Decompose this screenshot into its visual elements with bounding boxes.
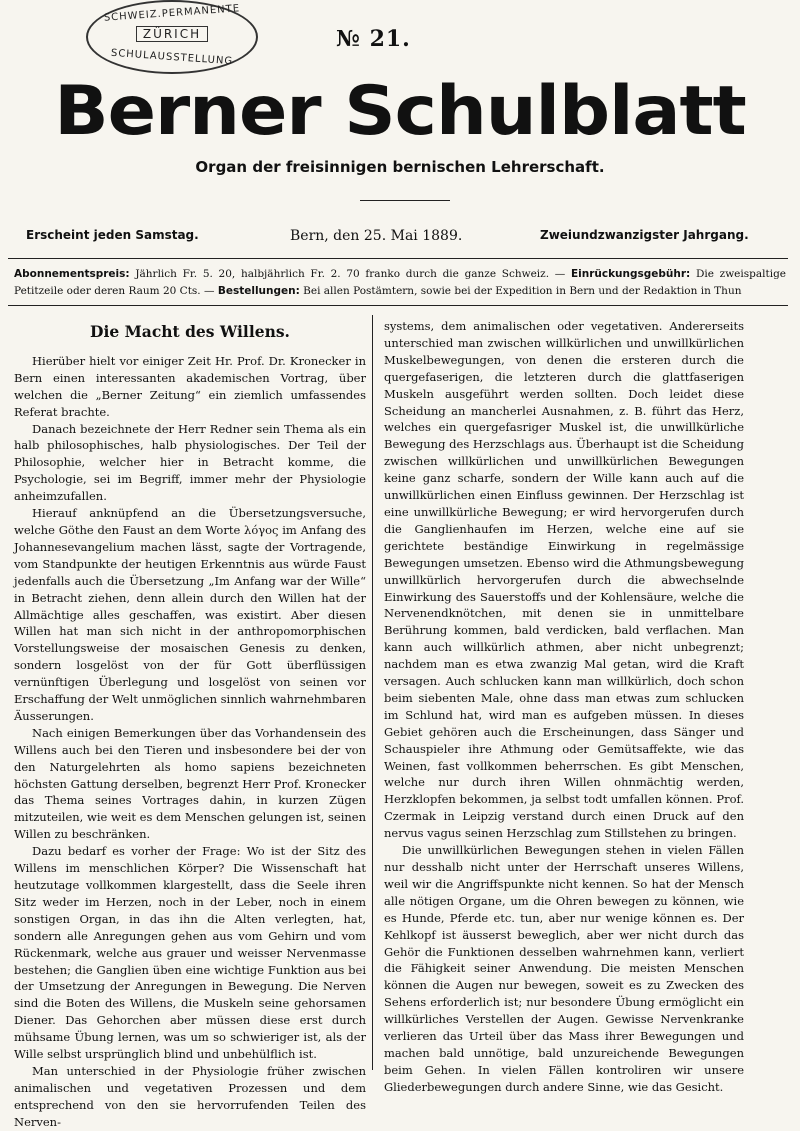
article-paragraph: Nach einigen Bemerkungen über das Vorhandensein des Willens auch bei den Tieren und insbesondere bei der von den Naturgelehrten als homo sapiens bezeichneten höchsten Gattung derselben, begrenzt Herr Prof. Kronecker das Thema seines Vortrages dahin, in kurzen Zügen mitzuteilen, wie weit es dem Menschen gelungen ist, seinen Willen zu beschränken. bbox=[14, 725, 366, 842]
stamp-bottom-text: SCHULAUSSTELLUNG bbox=[110, 47, 234, 68]
orders-text: Bei allen Postämtern, sowie bei der Expedition in Bern und der Redaktion in Thun bbox=[299, 285, 742, 297]
stamp-middle-text: ZÜRICH bbox=[136, 26, 208, 42]
insertion-fee-label: Einrückungsgebühr: bbox=[570, 268, 691, 280]
header-divider-top bbox=[8, 258, 788, 259]
article-paragraph: Hierüber hielt vor einiger Zeit Hr. Prof. Dr. Kronecker in Bern einen interessanten akademischen Vortrag, über welchen die „Berner Zeitung“ ein ziemlich umfassendes Referat brachte. bbox=[14, 353, 366, 419]
stamp-top-text: SCHWEIZ.PERMANENTE bbox=[103, 3, 241, 24]
subscription-info bbox=[14, 266, 786, 300]
article-title: Die Macht des Willens. bbox=[90, 322, 290, 341]
orders-label: Bestellungen: bbox=[217, 285, 300, 297]
article-paragraph: Man unterschied in der Physiologie früher zwischen animalischen und vegetativen Prozessen und dem entsprechend von den sie hervorrufenden Teilen des Nerven- bbox=[14, 1063, 366, 1129]
article-paragraph: systems, dem animalischen oder vegetativen. Andererseits unterschied man zwischen willkürlichen und unwillkürlichen Muskelbewegungen, von denen die ersteren durch die quergefaserigen, die letzteren durch die glattfaserigen Muskeln ausgeführt werden sollten. Doch leidet diese Scheidung an mancherlei Ausnahmen, z. B. führt das Herz, welches ein quergefasriger Muskel ist, die unwillkürliche Bewegung des Herzschlags aus. Überhaupt ist die Scheidung zwischen willkürlichen und unwillkürlichen Bewegungen keine ganz scharfe, sondern der Wille kann auch auf die unwillkürlichen einen Einfluss gewinnen. Der Herzschlag ist eine unwillkürliche Bewegung; er wird hervorgerufen durch die Ganglienhaufen im Herzen, welche eine auf sie gerichtete beständige Einwirkung in regelmässige Bewegungen umsetzen. Ebenso wird die Athmungsbewegung unwillkürlich hervorgerufen durch die abwechselnde Einwirkung des Sauerstoffs und der Kohlensäure, welche die Nervenendknötchen, mit denen sie in unmittelbare Berührung kommen, bald verdicken, bald verflachen. Man kann auch willkürlich athmen, aber nicht unbegrenzt; nachdem man es etwa zwanzig Mal getan, wird die Kraft versagen. Auch schlucken kann man willkürlich, doch schon beim siebenten Male, ohne dass man etwas zum schlucken im Schlund hat, wird man es aufgeben müssen. In dieses Gebiet gehören auch die Erscheinungen, dass Sänger und Schauspieler ihre Athmung oder Gemütsaffekte, wie das Weinen, fast vollkommen beherrschen. Es gibt Menschen, welche nur durch ihren Willen ohnmächtig werden, Herzklopfen bekommen, ja selbst todt umfallen können. Prof. Czermak in Leipzig verstand durch einen Druck auf den nervus vagus seinen Herzschlag zum Stillstehen zu bringen. bbox=[384, 319, 744, 841]
issue-number: № 21. bbox=[336, 26, 411, 52]
article-paragraph: Hierauf anknüpfend an die Übersetzungsversuche, welche Göthe den Faust an dem Worte λόγος im Anfang des Johannesevangelium machen lässt, sagte der Vortragende, vom Standpunkte der heutigen Erkenntnis aus würde Faust jedenfalls auch die Übersetzung „Im Anfang war der Wille“ in Betracht ziehen, denn allein durch den Willen hat der Allmächtige alles geschaffen, was existirt. Aber diesen Willen hat man sich nicht in der anthropomorphischen Vorstellungsweise der mosaischen Genesis zu denken, sondern losgelöst von der für Gott überflüssigen vernünftigen Überlegung und losgelöst von seinen vor Erschaffung der Welt unmöglichen sinnlich wahrnehmbaren Äusserungen. bbox=[14, 506, 366, 723]
masthead-title: Berner Schulblatt bbox=[54, 72, 746, 151]
article-paragraph: Die unwillkürlichen Bewegungen stehen in vielen Fällen nur desshalb nicht unter der Herrschaft unseres Willens, weil wir die Angriffspunkte nicht kennen. So hat der Mensch alle nötigen Organe, um die Ohren bewegen zu können, wie es Hunde, Pferde etc. tun, aber nur wenige können es. Der Kehlkopf ist äusserst beweglich, aber wer nicht durch das Gehör die Funktionen desselben wahrnehmen kann, verliert die Fähigkeit seiner Anwendung. Die meisten Menschen können die Augen nur bewegen, soweit es zu Zwecken des Sehens erforderlich ist; nur besondere Übung ermöglicht ein willkürliches Verstellen der Augen. Gewisse Nervenkranke verlieren das Urteil über das Mass ihrer Bewegungen und machen bald unnötige, bald unzureichende Bewegungen beim Gehen. In vielen Fällen kontroliren wir unsere Gliederbewegungen durch andere Sinne, wie das Gesicht. bbox=[384, 843, 744, 1094]
masthead-subtitle: Organ der freisinnigen bernischen Lehrerschaft. bbox=[195, 158, 605, 176]
article-paragraph: Danach bezeichnete der Herr Redner sein Thema als ein halb philosophisches, halb physiologisches. Der Teil der Philosophie, welcher hier in Betracht komme, die Psychologie, sei im Begriff, immer mehr der Physiologie anheimzufallen. bbox=[14, 421, 366, 504]
column-divider bbox=[372, 315, 373, 1070]
insertion-fee-text: Die zweispaltige Petitzeile oder deren Raum 20 Cts. — bbox=[14, 268, 786, 297]
subscription-label: Abonnementspreis: bbox=[14, 268, 130, 280]
header-divider-bottom bbox=[8, 305, 788, 306]
publication-volume: Zweiundzwanzigster Jahrgang. bbox=[540, 228, 749, 242]
article-column-right bbox=[384, 318, 744, 1096]
short-divider bbox=[360, 200, 450, 201]
library-stamp bbox=[86, 0, 258, 74]
article-paragraph: Dazu bedarf es vorher der Frage: Wo ist der Sitz des Willens im menschlichen Körper? Die Wissenschaft hat heutzutage vollkommen klargestellt, dass die Seele ihren Sitz weder im Herzen, noch in der Leber, noch in einem sonstigen Organ, in das ihn die Alten verlegten, hat, sondern alle Anregungen gehen aus vom Gehirn und vom Rückenmark, welche aus grauer und weisser Nervenmasse bestehen; die Ganglien üben eine wichtige Funktion aus bei der Umsetzung der Anregungen in Bewegung. Die Nerven sind die Boten des Willens, die Muskeln seine gehorsamen Diener. Das Gehorchen aber müssen diese erst durch mühsame Übung lernen, was um so schwieriger ist, als der Wille selbst ursprünglich blind und unbehülflich ist. bbox=[14, 844, 366, 1062]
publication-date: Bern, den 25. Mai 1889. bbox=[290, 228, 463, 244]
article-column-left bbox=[14, 318, 366, 1131]
publication-frequency: Erscheint jeden Samstag. bbox=[26, 228, 199, 242]
subscription-text: Jährlich Fr. 5. 20, halbjährlich Fr. 2. 70 franko durch die ganze Schweiz. — bbox=[129, 268, 571, 280]
